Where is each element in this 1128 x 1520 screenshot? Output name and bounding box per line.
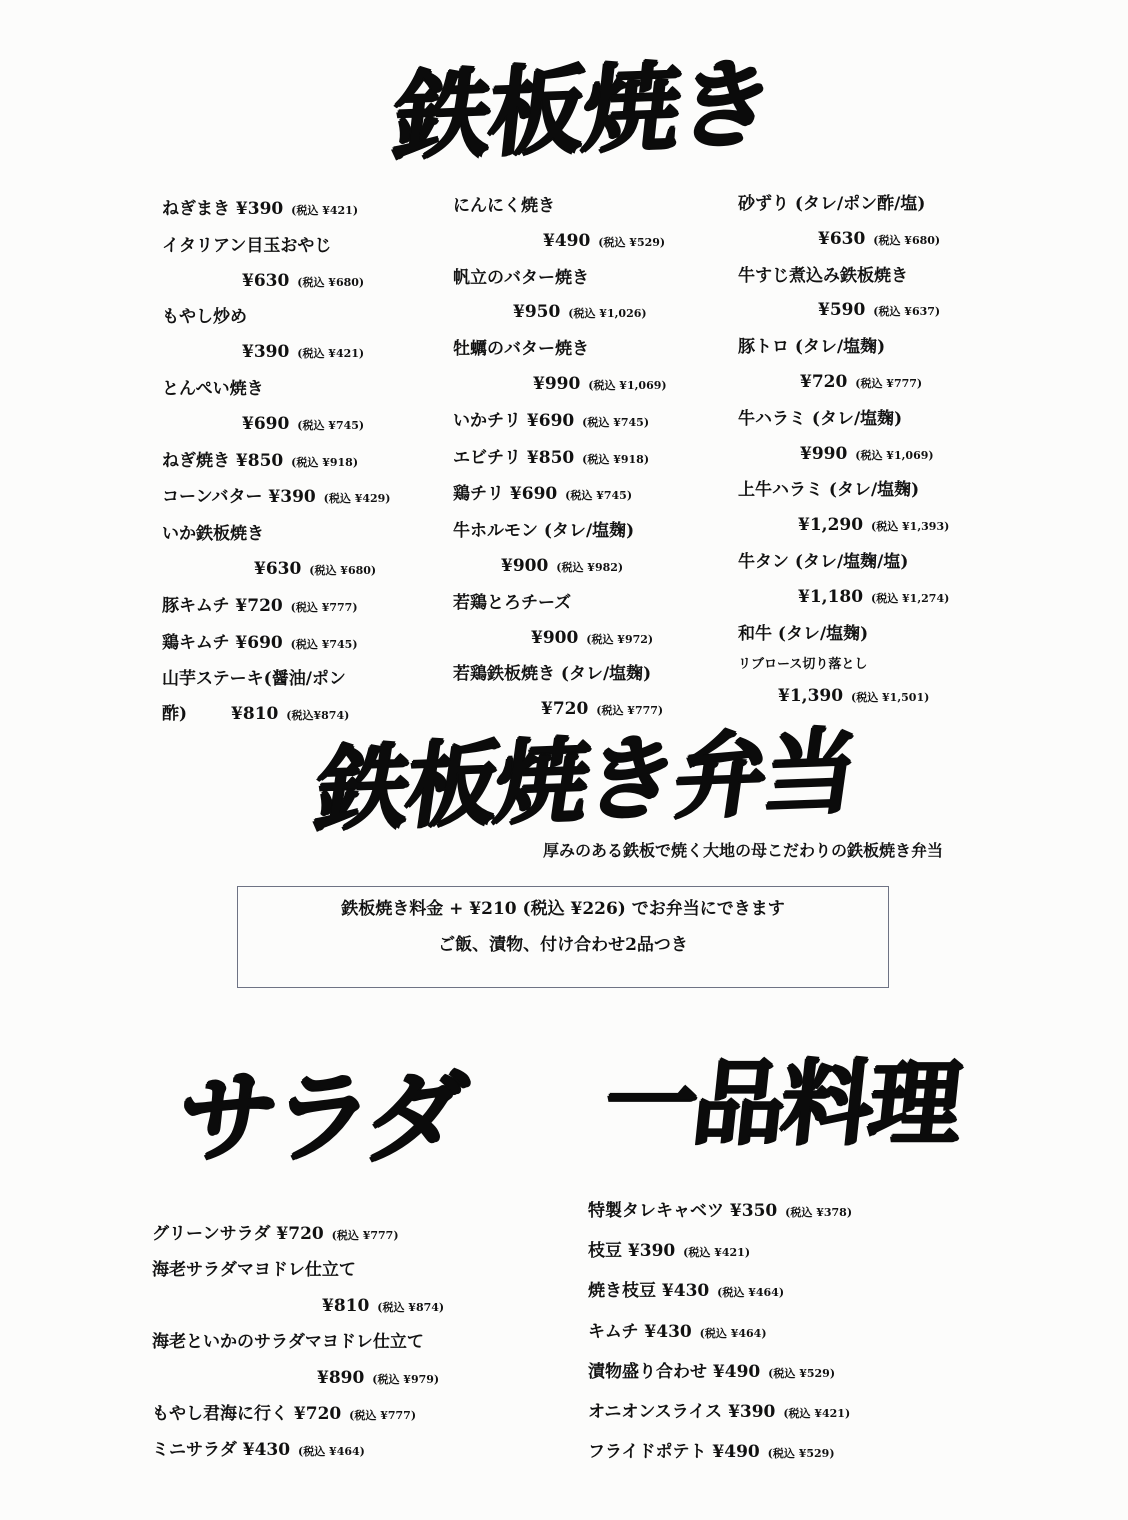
menu-item-name-row (453, 261, 723, 296)
tax-price: (税込 ¥529) (767, 1447, 835, 1461)
tax-price: (税込 ¥1,393) (870, 520, 950, 534)
item-name: イタリアン目玉おやじ (162, 235, 332, 256)
teppanyaki-column-1 (162, 192, 432, 734)
menu-item-price-row (162, 335, 432, 372)
menu-item-price-row (738, 437, 988, 474)
item-name: とんぺい焼き (162, 378, 264, 399)
tax-price: (税込 ¥918) (291, 455, 359, 469)
tax-price: (税込 ¥1,501) (850, 691, 930, 705)
price: ¥390 (268, 487, 316, 508)
item-name: 牛ハラミ (タレ/塩麹) (738, 408, 903, 429)
item-name: 豚キムチ (162, 595, 230, 616)
item-name: 豚トロ (タレ/塩麹) (738, 337, 886, 358)
tax-price: (税込 ¥680) (309, 563, 377, 577)
menu-item (162, 589, 432, 626)
tax-price: (税込 ¥745) (290, 637, 358, 651)
menu-item (162, 444, 432, 481)
item-name: フライドポテト (588, 1442, 707, 1463)
bento-info-box (237, 886, 889, 988)
tax-price: (税込 ¥1,026) (568, 307, 647, 321)
tax-price: (税込 ¥378) (785, 1206, 853, 1219)
item-name: 若鶏鉄板焼き (タレ/塩麹) (453, 664, 652, 685)
menu-item-name-row (738, 330, 988, 365)
item-name: ねぎ焼き (162, 450, 230, 471)
menu-item (588, 1232, 918, 1272)
price: ¥390 (242, 342, 290, 363)
tax-price: (税込 ¥464) (298, 1445, 365, 1459)
item-name: エビチリ (453, 447, 521, 468)
price: ¥950 (513, 302, 561, 323)
tax-price: (税込 ¥529) (768, 1366, 836, 1380)
tax-price: (税込 ¥777) (855, 376, 923, 390)
menu-item (588, 1393, 918, 1433)
menu-item (162, 192, 432, 229)
item-name: いか鉄板焼き (162, 524, 264, 545)
price: ¥900 (531, 627, 579, 648)
item-name: 牛ホルモン (タレ/塩麹) (453, 521, 635, 542)
menu-item-name-row (453, 514, 723, 549)
price: ¥1,290 (798, 515, 864, 536)
menu-item-name-row (162, 662, 432, 697)
menu-item-name-row (152, 1253, 482, 1288)
menu-item-name-row (162, 517, 432, 552)
menu-item-price-row (738, 679, 988, 716)
price: ¥850 (235, 450, 284, 471)
price: ¥850 (526, 447, 575, 468)
price: ¥630 (242, 270, 290, 291)
price: ¥720 (541, 699, 589, 720)
price: ¥690 (235, 632, 283, 653)
price: ¥720 (235, 595, 283, 616)
price: ¥390 (627, 1241, 676, 1262)
menu-item-price-row (453, 549, 723, 586)
price: ¥430 (661, 1281, 710, 1302)
tax-price: (税込 ¥1,069) (588, 378, 667, 392)
menu-item-name-row (152, 1325, 482, 1360)
menu-item-name-row (162, 300, 432, 335)
teppanyaki-title: 鉄板焼き (388, 47, 778, 173)
price: ¥690 (509, 484, 558, 505)
tax-price: (税込 ¥777) (331, 1229, 399, 1242)
menu-item-name-row (738, 187, 988, 222)
menu-item-price-row (152, 1289, 482, 1325)
menu-item (152, 1433, 482, 1469)
menu-item-name-row (453, 189, 723, 224)
item-name: コーンバター (162, 487, 263, 508)
tax-price: (税込 ¥421) (683, 1246, 751, 1260)
price: ¥390 (728, 1402, 776, 1423)
menu-item (453, 477, 723, 514)
price: ¥1,180 (798, 586, 864, 607)
bento-subtitle: 厚みのある鉄板で焼く大地の母こだわりの鉄板焼き弁当 (543, 841, 944, 860)
item-name: 海老といかのサラダマヨドレ仕立て (152, 1332, 424, 1353)
tax-price: (税込 ¥429) (323, 492, 391, 506)
price: ¥490 (543, 230, 591, 251)
tax-price: (税込 ¥982) (556, 560, 624, 574)
menu-item (152, 1397, 482, 1433)
menu-item (588, 1313, 918, 1353)
side-dish-title: 一品料理 (599, 1050, 963, 1157)
menu-item (588, 1353, 918, 1393)
item-name: オニオンスライス (588, 1402, 723, 1423)
menu-item-price-row (738, 293, 988, 330)
tax-price: (税込 ¥637) (873, 305, 941, 319)
menu-item-price-row (162, 264, 432, 301)
menu-item-price-row (152, 1361, 482, 1397)
price: ¥890 (317, 1367, 365, 1388)
menu-item (152, 1217, 482, 1253)
item-name: もやし炒め (162, 307, 247, 328)
item-name: 特製タレキャベツ (588, 1201, 724, 1221)
tax-price: (税込 ¥1,274) (870, 591, 950, 605)
item-name: 砂ずり (タレ/ポン酢/塩) (738, 194, 926, 214)
menu-item-name-row (162, 372, 432, 407)
menu-item (588, 1433, 918, 1473)
item-name-continued: 酢) (162, 704, 188, 725)
price: ¥1,390 (778, 686, 844, 707)
tax-price: (税込 ¥745) (565, 489, 633, 503)
menu-item-price-row (738, 222, 988, 259)
price: ¥810 (231, 704, 279, 725)
price: ¥990 (800, 443, 848, 464)
item-name: 牛タン (タレ/塩麹/塩) (738, 551, 909, 572)
tax-price: (税込 ¥777) (596, 704, 664, 718)
menu-item-name-row (162, 229, 432, 264)
menu-item-name-row (453, 332, 723, 367)
menu-item (162, 480, 432, 517)
menu-item-price-row (162, 697, 432, 734)
tax-price: (税込 ¥421) (291, 204, 359, 217)
item-name: 山芋ステーキ(醤油/ポン (162, 669, 346, 690)
tax-price: (税込 ¥777) (349, 1409, 417, 1423)
item-name: 上牛ハラミ (タレ/塩麹) (738, 480, 920, 501)
price: ¥720 (800, 371, 848, 392)
price: ¥630 (818, 228, 866, 249)
bento-includes-note: ご飯、漬物、付け合わせ2品つき (438, 935, 688, 955)
item-name: 鶏チリ (453, 484, 504, 505)
tax-price: (税込¥874) (286, 709, 350, 723)
menu-item-note: リブロース切り落とし (738, 657, 868, 673)
menu-item (453, 404, 723, 441)
menu-item (588, 1192, 918, 1232)
tax-price: (税込 ¥874) (377, 1300, 445, 1314)
menu-item-price-row (453, 367, 723, 404)
tax-price: (税込 ¥421) (297, 347, 365, 361)
menu-item-price-row (453, 295, 723, 332)
price: ¥490 (712, 1442, 760, 1463)
tax-price: (税込 ¥745) (582, 415, 650, 429)
tax-price: (税込 ¥680) (297, 275, 365, 289)
tax-price: (税込 ¥421) (783, 1407, 851, 1421)
item-name: 若鶏とろチーズ (453, 592, 572, 613)
tax-price: (税込 ¥1,069) (855, 448, 934, 462)
menu-item-price-row (738, 365, 988, 402)
salad-list (152, 1217, 482, 1470)
item-name: キムチ (588, 1321, 639, 1342)
side-dish-list (588, 1192, 918, 1473)
price: ¥590 (818, 300, 866, 321)
bento-price-note: 鉄板焼き料金 + ¥210 (税込 ¥226) でお弁当にできます (341, 899, 785, 919)
price: ¥490 (712, 1361, 761, 1382)
price: ¥430 (242, 1440, 291, 1461)
teppanyaki-column-2 (453, 189, 723, 729)
menu-item-name-row (738, 402, 988, 437)
tax-price: (税込 ¥979) (372, 1372, 440, 1386)
price: ¥630 (254, 558, 302, 579)
price: ¥720 (276, 1224, 324, 1244)
menu-item (453, 441, 723, 478)
item-name: 海老サラダマヨドレ仕立て (152, 1260, 356, 1281)
teppanyaki-column-3 (738, 187, 988, 716)
menu-item-name-row (453, 586, 723, 621)
menu-item (162, 626, 432, 663)
menu-item-price-row (162, 407, 432, 444)
menu-item-price-row (162, 552, 432, 589)
bento-title: 鉄板焼き弁当 (309, 717, 862, 844)
price: ¥690 (526, 410, 575, 431)
price: ¥900 (501, 555, 549, 576)
menu-item-name-row (453, 657, 723, 692)
price: ¥690 (242, 413, 290, 434)
tax-price: (税込 ¥918) (582, 452, 650, 466)
item-name: 枝豆 (588, 1241, 622, 1262)
menu-item-price-row (738, 508, 988, 545)
item-name: 帆立のバター焼き (453, 267, 589, 288)
item-name: 鶏キムチ (162, 632, 230, 653)
menu-item-price-row (453, 224, 723, 261)
tax-price: (税込 ¥777) (290, 600, 358, 614)
menu-item-name-row (738, 545, 988, 580)
tax-price: (税込 ¥464) (717, 1286, 785, 1300)
menu-item (588, 1272, 918, 1312)
price: ¥350 (729, 1201, 778, 1221)
item-name: 漬物盛り合わせ (588, 1361, 707, 1382)
item-name: グリーンサラダ (152, 1224, 271, 1244)
tax-price: (税込 ¥745) (297, 418, 365, 432)
item-name: 牡蠣のバター焼き (453, 339, 589, 360)
item-name: もやし君海に行く (152, 1404, 288, 1425)
price: ¥390 (235, 199, 284, 219)
item-name: ねぎまき (162, 199, 230, 219)
tax-price: (税込 ¥972) (586, 632, 654, 646)
price: ¥430 (644, 1321, 692, 1342)
menu-item-price-row (453, 621, 723, 658)
salad-title: サラダ (171, 1059, 466, 1176)
menu-item-name-row (738, 617, 988, 652)
item-name: 和牛 (タレ/塩麹) (738, 623, 869, 644)
item-name: にんにく焼き (453, 196, 555, 216)
price: ¥810 (322, 1295, 370, 1316)
price: ¥720 (293, 1404, 342, 1425)
price: ¥990 (533, 373, 581, 394)
item-name: 牛すじ煮込み鉄板焼き (738, 265, 908, 286)
item-name: 焼き枝豆 (588, 1281, 656, 1302)
menu-item-price-row (738, 580, 988, 617)
menu-item-name-row (738, 473, 988, 508)
tax-price: (税込 ¥680) (873, 233, 941, 247)
tax-price: (税込 ¥464) (699, 1326, 767, 1340)
item-name: ミニサラダ (152, 1440, 237, 1461)
item-name: いかチリ (453, 410, 521, 431)
tax-price: (税込 ¥529) (598, 235, 666, 249)
menu-item-name-row (738, 259, 988, 294)
